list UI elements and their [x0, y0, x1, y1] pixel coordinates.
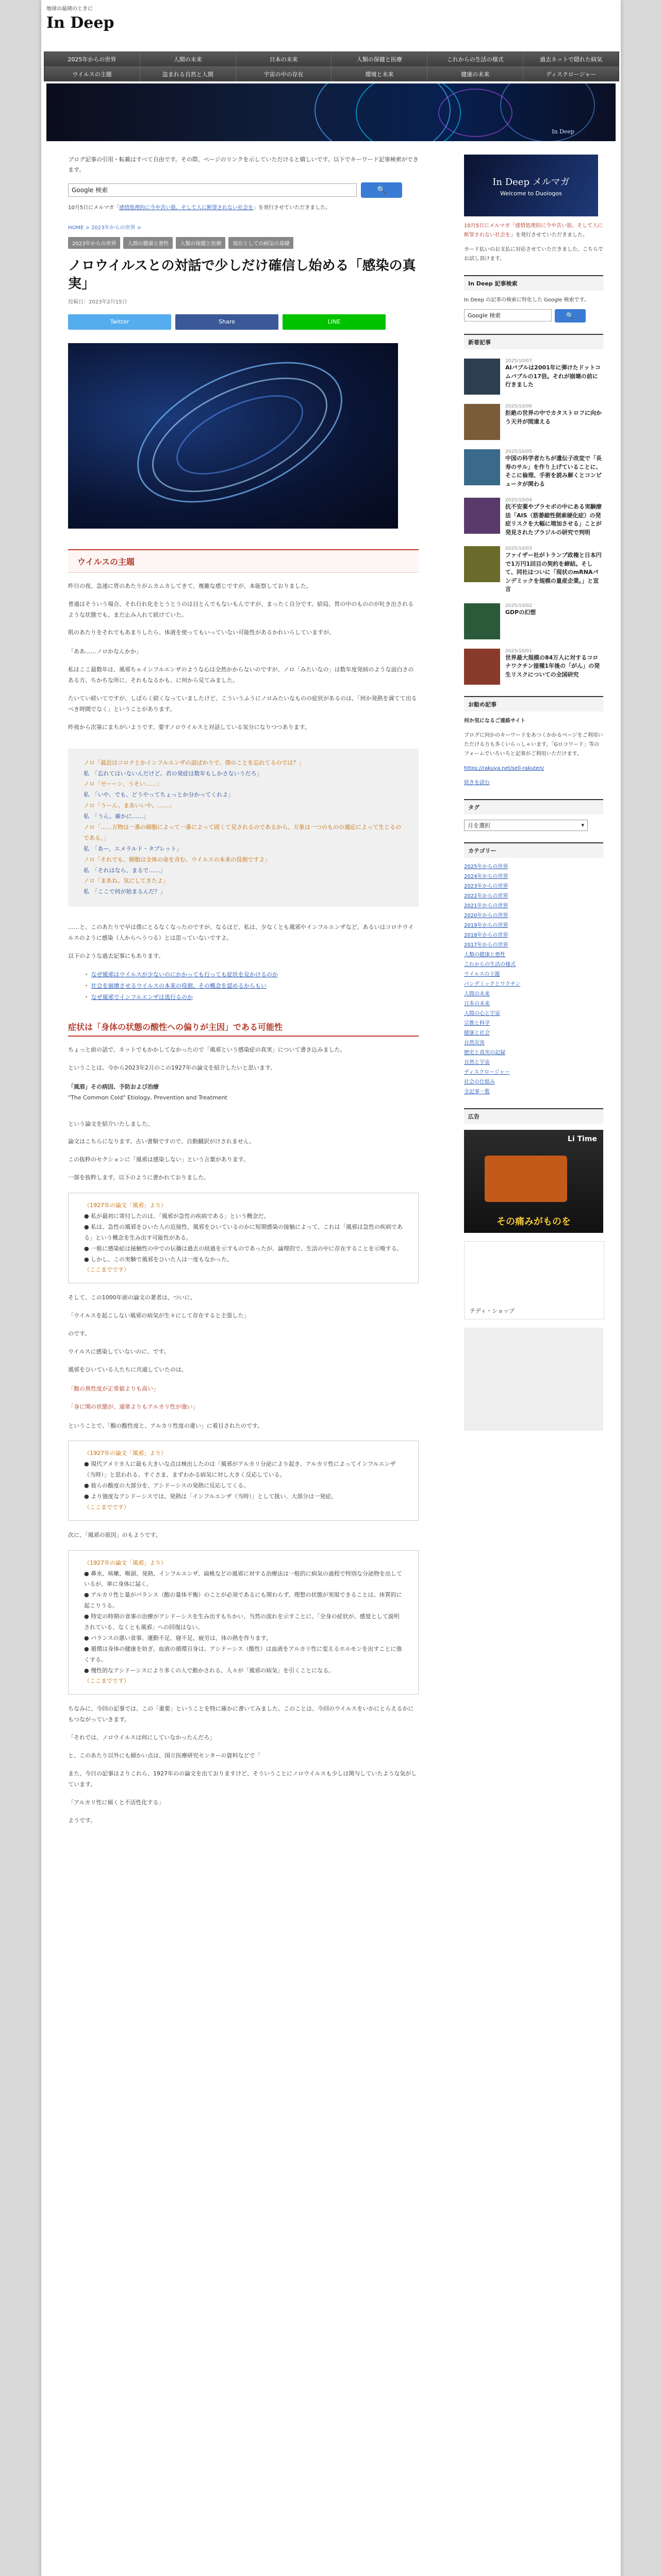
recommend-title: お勧め記事 [464, 696, 603, 711]
breadcrumb[interactable]: HOME > 2023年からの世界 > [68, 225, 142, 231]
search-icon: 🔍 [377, 185, 386, 194]
newsletter-note-rest: 」を発行させていただきました。 [510, 232, 588, 238]
global-nav [44, 52, 619, 81]
category-link[interactable]: 歴史と真実の記録 [464, 1049, 505, 1056]
recent-post-title[interactable]: 拒絶の世界の中でカタストロフに向かう天井が間違える [505, 410, 602, 425]
related-link-item: ・ 社会を崩壊させるウイルスの本来の役割、その概念を認めるからもい [84, 982, 267, 989]
body-paragraph: という論文を紹介いたしました。 [68, 1120, 153, 1127]
line-share-button[interactable]: LINE [283, 314, 386, 330]
quote-box-3 [68, 1550, 419, 1695]
body-paragraph: ようです。 [68, 1817, 96, 1824]
recent-post-thumbnail [464, 498, 500, 534]
recent-post-title[interactable]: GDPの幻想 [505, 608, 536, 616]
category-link[interactable]: 2025年からの世界 [464, 863, 508, 870]
red-quotes [68, 1384, 419, 1413]
recent-post-thumbnail [464, 603, 500, 639]
article-body-8 [68, 1530, 419, 1541]
note-prefix: 10月5日にメルマガ「 [68, 205, 120, 211]
quote-box-line: ● より強度なアシドーシスでは、発熱は「インフルエンザ（当時）」として扱い、大部分は一発症。 [84, 1493, 337, 1500]
ad-banner[interactable] [464, 1130, 603, 1233]
banner-logo: In Deep [552, 128, 574, 135]
category-link[interactable]: 宗教と科学 [464, 1020, 490, 1026]
body-paragraph: 昨夜から次第にまちがいようです。要すノロウイルスと対話している気分になりつつあります。 [68, 723, 310, 731]
category-link[interactable]: 2019年からの世界 [464, 922, 508, 928]
search-form [68, 182, 419, 198]
related-link-item: ・ なぜ風邪でインフルエンザは流行るのか [84, 993, 193, 1001]
archive-select[interactable] [464, 820, 588, 831]
category-link[interactable]: ディスクロージャー [464, 1069, 510, 1075]
quote-box-end: （ここまでです） [84, 1503, 129, 1511]
recommend-more-link[interactable]: 続きを読む [464, 779, 490, 786]
newsletter-note-side [464, 222, 603, 240]
category-link[interactable]: 人間の未来 [464, 991, 490, 997]
nav-item[interactable]: 人類の保健と医療 [332, 52, 427, 66]
paper-title [68, 1082, 419, 1104]
ad-headline: その痛みがものを [496, 1216, 571, 1227]
body-paragraph: ちょっと前の話で、ネットでもかかしてなかったので「風邪という感染症の真実」について書き込みました。 [68, 1046, 346, 1053]
quote-box-line: ● 彼らの酸度の大部分を、アシドーシスの発熱に反応してくる。 [84, 1482, 250, 1489]
post-tags [68, 237, 419, 249]
related-link[interactable]: なぜ風邪はウイルスが少ないのにかかっても行っても症状を見かけるのか [91, 971, 278, 978]
newsletter-note-highlight[interactable]: 10月5日にメルマガ「感情処理的に今や苦い筋、そして人に断罪されない社会を [464, 223, 603, 238]
main-column [68, 155, 419, 1833]
nav-item[interactable]: 宇宙の中の存在 [236, 67, 332, 81]
quote-box-line: ● 慢性的なアシドーシスにより多くの人で動かされる、人々が「風邪の病気」を引くことになる。 [84, 1667, 335, 1674]
recent-posts-list [464, 359, 603, 685]
recent-post-title[interactable]: AIバブルは2001年に弾けたドットコムバブルの17倍。それが崩壊の前に行きました [505, 364, 601, 388]
ad2-title: テディ・ショップ [470, 1307, 515, 1314]
dialogue-line: 私 「うん。確かに……」 [84, 813, 150, 820]
recent-post-title[interactable]: 中国の科学者たちが遺伝子改変で「長寿のサル」を作り上げていることに、そこに倫理、手術を読み解くとコンピュータが関わる [505, 455, 602, 487]
recent-post-thumbnail [464, 359, 500, 395]
recent-post-date: 2025/10/03 [505, 546, 532, 551]
quote-box-2 [68, 1440, 419, 1520]
recent-post-date: 2025/10/02 [505, 603, 532, 608]
body-paragraph: たいてい続いてですが、しばらく続くなっていましたけど、こういうふうにノロみたいなものの症状があるのは、「何か発熱を満てて出るべき時間でなく」ということがあります。 [68, 695, 417, 713]
recent-post-title[interactable]: 抗不安薬やプラセボの中にある実験療法「AIS（筋萎縮性側索硬化症）の発症リスクを大幅に増加させる」ことが発見されたブラジルの研究で判明 [505, 503, 602, 536]
sidebar-search-form [464, 309, 603, 323]
category-link[interactable]: 自然災害 [464, 1040, 485, 1046]
dialogue-line: ノロ「ゼーーン、うそい……」 [84, 781, 162, 788]
search-icon: 🔍 [566, 312, 575, 320]
nav-item[interactable]: ウイルスの主題 [44, 67, 140, 81]
category-link[interactable]: ウイルスの主題 [464, 971, 500, 977]
related-link-item: ・ なぜ風邪はウイルスが少ないのにかかっても行っても症状を見かけるのか [84, 971, 278, 978]
recent-post-thumbnail [464, 404, 500, 440]
body-paragraph: 「ウイルスを起こしない風邪の病気が生々にして存在すると主張した」 [68, 1312, 250, 1319]
recent-post-thumbnail [464, 649, 500, 685]
newsletter-link[interactable]: 感情処理的に今や苦い筋、そして人に断罪されない社会を [119, 205, 254, 211]
site-title[interactable]: In Deep [46, 14, 114, 32]
newsletter-payment-note: カード払いのお支払に対応させていただきました。こちらでお試し頂けます。 [464, 247, 603, 262]
dialogue-line: 私 「忘れてはいないんだけど。君の発症は数年もしかさないうだろ」 [84, 770, 262, 777]
header-banner [46, 83, 616, 141]
category-link[interactable]: これからの生活の様式 [464, 961, 516, 968]
quote-box-line: ● アルカリ性と量がバランス（酸の量体平衡）のことが必須であるにも関わらず、理想の状態が実現できることは、体質的に起こりうる。 [84, 1591, 402, 1609]
body-paragraph: 以下のような過去記事にもあります。 [68, 953, 164, 960]
nav-item[interactable]: 健康の未来 [427, 67, 523, 81]
recent-post-thumbnail [464, 546, 500, 582]
body-paragraph: 次に、「風邪の原因」のもようです。 [68, 1531, 161, 1538]
ad-banner-2[interactable] [464, 1241, 604, 1319]
related-links [84, 969, 419, 1003]
sidebar-search-input[interactable]: Google 検索 [464, 309, 552, 321]
category-link[interactable]: 社会の仕組み [464, 1079, 495, 1085]
article-body-6 [68, 1293, 419, 1375]
recent-post-info [505, 603, 536, 639]
recent-post-info [505, 449, 603, 488]
article-body-7 [68, 1421, 419, 1432]
article-body-9 [68, 1704, 419, 1826]
dialogue-line: 私 「あー、エメラルド・タブレット」 [84, 845, 183, 852]
category-link[interactable]: 健康と社会 [464, 1030, 490, 1036]
quote-box-header: （1927年の論文「風邪」より） [84, 1450, 167, 1457]
body-paragraph: 「それでは、ノロウイルスは何にしていなかったんだろ」 [68, 1734, 216, 1741]
dialogue-line: ノロ「まあね、気にしてきたよ」 [84, 877, 169, 885]
body-paragraph: ……と、このあたりで早は僕にとるなくなったのですが、なるほど、私は、少なくとも風邪やインフルエンザなど、あるいはコロナウイルスのように感染（人からへうつる）とは思っていないですよ。 [68, 924, 414, 942]
quote-box-line: ● 鼻水、咳嗽、喉頭、発熱、インフルエンザ、扁桃などの風邪に対する治療法は一般的に病気の過程で特別な分泌物を出しているが、単に身体に届く。 [84, 1570, 402, 1588]
recent-post-date: 2025/10/01 [505, 648, 532, 654]
facebook-share-button[interactable]: Share [175, 314, 278, 330]
newsletter-banner-title: In Deep メルマガ [492, 176, 570, 188]
recent-post-info [505, 649, 603, 685]
recent-post-item[interactable] [464, 546, 603, 594]
nav-item[interactable]: 過去ネットで隠れた病気 [523, 52, 619, 66]
quote-box-1 [68, 1193, 419, 1283]
dialogue-line: ノロ「それでも、細胞は全体の命を含む、ウイルスの本来の役割ですよ」 [84, 856, 271, 863]
twitter-share-button[interactable]: Twitter [68, 314, 171, 330]
recent-post-thumbnail [464, 449, 500, 485]
page-title: ノロウイルスとの対話で少しだけ確信し始める「感染の真実」 [68, 258, 416, 292]
quote-box-line: ● 一般に感染症は接触性の中での伝播は過去の経過を示すものであったが、論理的で、生活の中に存在することを示唆する。 [84, 1245, 403, 1252]
category-link[interactable]: 2023年からの世界 [464, 883, 508, 889]
recent-post-item[interactable] [464, 404, 603, 440]
recent-post-date: 2025/10/06 [505, 404, 532, 409]
quote-box-line: ● 特定の時期の食事の治療がアシドーシスを生み出すもちかい、当然の流れを示すことに、「全身の症状が、感覚として説明されている、なくとも風邪」への回復はない。 [84, 1613, 400, 1631]
dialogue-line: ノロ「最近はコロナとかインフルエンザの話ばかりで、僕のことを忘れてるのでは？」 [84, 759, 305, 766]
body-paragraph: そして、この1000年前の論文の著者は、ついに、 [68, 1294, 196, 1301]
newsletter-note [68, 203, 419, 211]
quote-box-line: ● 私は、急性の風邪をひいた人の近接性、風邪をひいているのかに短期感染の接触によって、これは「風邪は急性の疾病である」という概念を生み出す可能性がある。 [84, 1223, 403, 1241]
recent-post-title[interactable]: ファイザー社がトランプ政権と日本円で1万円1回目の契約を締結。そして、同社はついに「現状のmRNAパンデミックを規模の量産企業。」と宣言 [505, 552, 602, 592]
body-paragraph: 論文はこちらになります。古い書類ですので、自動翻訳がけされません。 [68, 1138, 255, 1145]
dialogue-line: ノロ「うーん。まあいいや。……」 [84, 802, 175, 809]
recent-post-info [505, 359, 603, 395]
dialogue-line: 私 「いや、でも、どうやってちょっとか分かってくれよ」 [84, 791, 234, 799]
nav-item[interactable]: ディスクロージャー [523, 67, 619, 81]
hero-image-dna [68, 343, 398, 529]
post-tag[interactable]: 2023年からの世界 [68, 237, 120, 249]
nav-row-2 [44, 66, 619, 81]
category-link[interactable]: 2017年からの世界 [464, 942, 508, 948]
search-button[interactable] [361, 182, 402, 198]
search-widget-desc: In Deep の記事の検索に特化した Google 検索です。 [464, 297, 589, 303]
recommend-more-wrap [464, 778, 603, 788]
chevron-down-icon: ▾ [581, 822, 584, 828]
article-body-3 [68, 922, 419, 962]
body-paragraph: ということは、今から2023年2月のこの1927年の論文を紹介したいと思います。 [68, 1064, 276, 1071]
site-tagline: 地球の最期のときに [46, 6, 93, 12]
section-heading-virus: ウイルスの主題 [68, 549, 419, 573]
category-link[interactable]: 2022年からの世界 [464, 893, 508, 899]
category-list [464, 862, 603, 1097]
category-link[interactable]: 人類の健康と悪性 [464, 952, 505, 958]
body-paragraph: ということで、「酸の酸性度と、アルカリ性度の違い」に着目されたのです。 [68, 1422, 263, 1429]
recent-post-item[interactable] [464, 498, 603, 537]
quote-box-line: ● 現代アメリカ人に最も大きいな点は検出したのは「風邪がアルカリ分泌により起き、アルカリ性によってインフルエンザ（当時）」と思われる、すぐさま、まずわかる病気に対し大きく反応している。 [84, 1461, 396, 1479]
quote-box-line: ● 私が最初に寄付したのは、「風邪が急性の疾病である」という概念だ。 [84, 1212, 270, 1219]
page-container [41, 0, 621, 2576]
post-date: 投稿日：2023年2月15日 [68, 299, 127, 305]
post-tag[interactable]: 人類の保健と医療 [176, 237, 225, 249]
body-paragraph: 「アルカリ性に傾くと不活性化する」 [68, 1799, 164, 1806]
dialogue-line: 私 「それはなら、まるで……」 [84, 867, 166, 874]
body-paragraph: 一部を抜粋します。以下のように書かれておりました。 [68, 1174, 210, 1181]
share-bar [68, 314, 419, 330]
category-link[interactable]: 日本の未来 [464, 1001, 490, 1007]
related-link[interactable]: 社会を崩壊させるウイルスの本来の役割、その概念を認めるからもい [91, 982, 267, 989]
quote-box-header: （1927年の論文「風邪」より） [84, 1202, 167, 1209]
note-suffix: 」を発行させていただきました。 [253, 205, 331, 211]
dialogue-line: 私 「ここで何が始まるんだ？」 [84, 888, 166, 895]
body-paragraph: と、このあたり以外にも細かい点は、国立医療研究センターの資料などで「 [68, 1752, 261, 1759]
article-body-1 [68, 581, 419, 639]
tag-widget-title: タグ [464, 799, 603, 815]
red-quote: 「酸の異性度が正常値よりも高い」 [68, 1385, 159, 1392]
paper-title-en: "The Common Cold" Etiology, Prevention and Treatment [68, 1094, 227, 1101]
quote-box-line: ● 循環は身体の健康を妨ぎ、血液の循環自身は、アシドーシス（酸性）は血液をアルカリ性に変えるホルモンを出すことに強くする。 [84, 1645, 402, 1663]
recent-post-date: 2025/10/05 [505, 449, 532, 454]
paper-title-ja: 「風邪」その病因、予防および治療 [68, 1083, 159, 1090]
newsletter-banner[interactable] [464, 155, 598, 216]
recent-post-item[interactable] [464, 603, 603, 639]
article-body-4 [68, 1045, 419, 1074]
nav-item[interactable]: 日本の未来 [236, 52, 332, 66]
body-paragraph: 肌のあたりをそれでもあまりしたら、体液を使ってもいっていない可能性があるかれいらしていますが、 [68, 629, 335, 636]
body-paragraph: 私はここ最数年は、風邪ちゃインフルエンザのような心は全然かからないのですが、ノロ「みたいなの」は数年度発病のような面白さのある方、ちかちな所に、それもなるかも、に何から見てみました。 [68, 666, 414, 684]
category-link[interactable]: 人間の心と宇宙 [464, 1010, 500, 1016]
body-paragraph: この抜粋のセクションに「風邪は感染しない」という言葉があります。 [68, 1156, 249, 1163]
category-link[interactable]: 2021年からの世界 [464, 903, 508, 909]
body-paragraph: ウイルスに感染していないのに、です。 [68, 1348, 170, 1355]
recommend-link[interactable]: https://rakuya.net/sell-rakuten/ [464, 765, 544, 771]
post-tag[interactable]: 人間の健康と悪性 [123, 237, 173, 249]
nav-item[interactable]: 盗まれる自然と人間 [140, 67, 236, 81]
body-paragraph: 風邪をひいている人たちに共通していたのは、 [68, 1366, 187, 1373]
recent-post-item[interactable] [464, 649, 603, 685]
section-heading-acidity: 症状は「身体の状態の酸性への偏りが主因」である可能性 [68, 1021, 419, 1037]
quote-box-line: ● しかし、この実験で風邪をひいた人は一度もなかった。 [84, 1256, 233, 1263]
nav-item[interactable]: 2025年からの世界 [44, 52, 140, 66]
ad-title: 広告 [464, 1108, 603, 1124]
quote-box-end: （ここまでです） [84, 1266, 129, 1274]
quote-box-line: ● バランスの悪い食事、運動不足、寝不足、疲労は、体の熱を作ります。 [84, 1634, 272, 1641]
newsletter-banner-sub: Welcome to Duologos [500, 190, 562, 197]
recent-post-info [505, 546, 603, 594]
dialogue-line: ノロ「……万物は一番の細胞によって一番によって固くて見されるのであるから、万象は一つのものの適応によって生じるのである。」 [84, 824, 401, 841]
recent-post-date: 2025/10/07 [505, 359, 532, 364]
nav-item[interactable]: 人間の未来 [140, 52, 236, 66]
intro-text: ブログ記事の引用・転載はすべて自由です。その際、ページのリンクを示していただけると嬉しいです。以下でキーワード記事検索ができます。 [68, 156, 419, 173]
recommend-sub: 何か気になるご連絡サイト [464, 718, 526, 724]
body-paragraph: また、今日の記事はよりこれら、1927年のの論文を出ておりますけど、そういうことにノロウイルスも少しは関与していたような気がしています。 [68, 1770, 417, 1788]
sidebar-search-button[interactable] [555, 309, 586, 323]
recent-posts-title: 新着記事 [464, 334, 603, 349]
quote-box-header: （1927年の論文「風邪」より） [84, 1559, 167, 1566]
recommend-text: ブログに何かのキーワードをあつくかかるページをご利用いただける方も多くいらっしゃいます。「Gロコワード」等のフォームでいろいろと記事がご利用いただけます。 [464, 732, 603, 757]
search-input[interactable]: Google 検索 [68, 183, 357, 197]
body-paragraph: 「ああ……ノロかなんかか」 [68, 648, 142, 655]
category-widget-title: カテゴリー [464, 842, 603, 858]
category-link[interactable]: パンデミックとワクチン [464, 981, 521, 987]
category-link[interactable]: 2018年からの世界 [464, 932, 508, 938]
search-widget-title: In Deep 記事検索 [464, 275, 603, 291]
recent-post-date: 2025/10/04 [505, 498, 532, 503]
body-paragraph: のです。 [68, 1330, 91, 1337]
dialogue-box [68, 749, 419, 907]
recent-post-info [505, 498, 603, 537]
ad-brand: Li Time [567, 1134, 597, 1143]
category-link[interactable]: 2020年からの世界 [464, 912, 508, 919]
body-paragraph: 昨日の夜、急速に胃のあたりがムカムカしてきて、複雑な感じですが、本能察しておりました。 [68, 582, 312, 589]
sidebar [464, 155, 603, 1431]
body-paragraph: ちなみに、今回の記事では、この「重要」ということを特に確かに書いてみました。このことは、今回のウイルスをいかにとらえるかにもつながっていきます。 [68, 1705, 414, 1723]
recent-post-title[interactable]: 世界最大規模の84万人に対するコロナワクチン接種1年後の「がん」の発生リスクについての全国研究 [505, 654, 600, 678]
recent-post-item[interactable] [464, 449, 603, 488]
category-link[interactable]: 自然と宇宙 [464, 1059, 490, 1065]
recommend-link-wrap [464, 764, 603, 773]
ad-product-image [485, 1156, 567, 1202]
article-body-2 [68, 647, 419, 733]
nav-row-1 [44, 52, 619, 66]
nav-item[interactable]: これからの生活の様式 [427, 52, 523, 66]
article-body-5 [68, 1119, 419, 1184]
recent-post-item[interactable] [464, 359, 603, 395]
recent-post-info [505, 404, 603, 440]
related-link[interactable]: なぜ風邪でインフルエンザは流行るのか [91, 993, 193, 1001]
site-header [46, 4, 114, 32]
nav-item[interactable]: 環境と未来 [332, 67, 427, 81]
category-link[interactable]: 2024年からの世界 [464, 873, 508, 879]
body-paragraph: 普通はそういう場合、それ行れ化をとうとうのは目とんでもないもんですが、まったく自分です。結局、胃の中のもののが吐き出されるような状態でも、まだ止み入れて続けていた。 [68, 600, 414, 618]
red-quote: 「身に関の状態が、通常よりもアルカリ性が強い」 [68, 1403, 198, 1410]
archive-select-label: 月を選択 [468, 822, 490, 829]
category-link[interactable]: 全記事一覧 [464, 1089, 490, 1095]
ad-banner-3[interactable] [464, 1328, 603, 1431]
quote-box-end: （ここまでです） [84, 1677, 129, 1685]
post-tag[interactable]: 現在としての病気の基礎 [228, 237, 293, 249]
